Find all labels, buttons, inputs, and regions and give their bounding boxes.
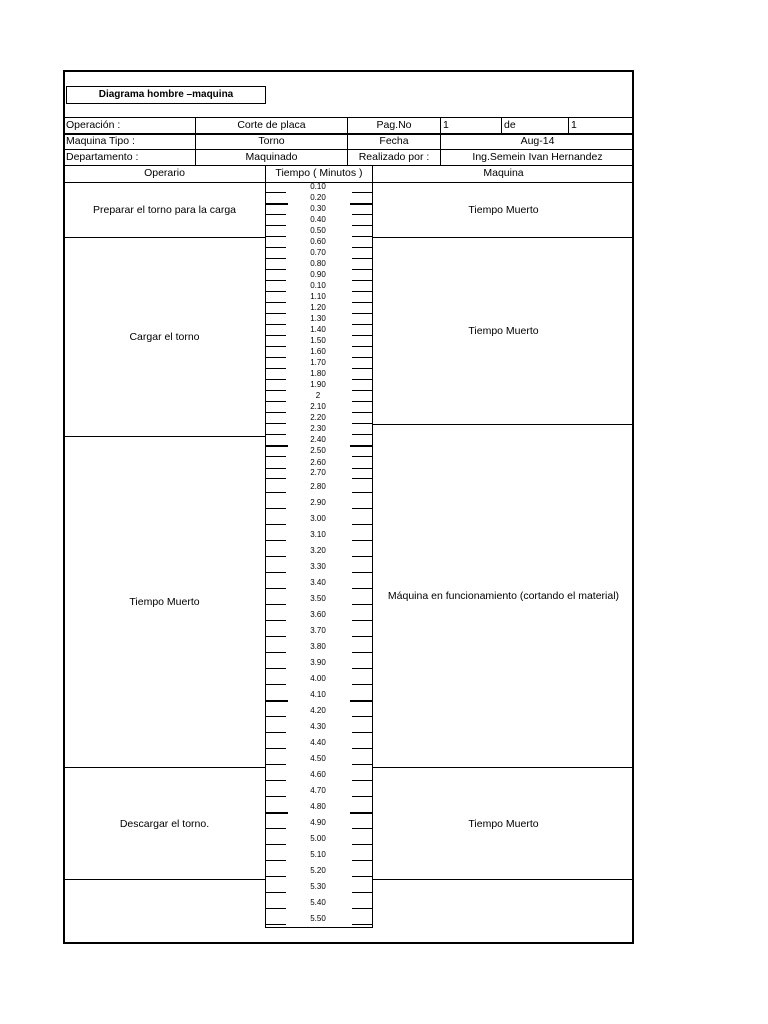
time-tick-mark xyxy=(266,748,286,749)
fecha-value: Aug-14 xyxy=(520,135,555,147)
time-tick-mark xyxy=(352,588,372,589)
time-tick-mark xyxy=(266,604,286,605)
time-tick-mark xyxy=(266,423,286,424)
time-tick-mark xyxy=(352,214,372,215)
time-tick-mark xyxy=(352,540,372,541)
time-tick-mark xyxy=(266,764,286,765)
header-divider xyxy=(568,117,569,133)
time-tick-label: 1.20 xyxy=(310,303,326,312)
time-tick-mark xyxy=(266,324,286,325)
time-tick-label: 3.20 xyxy=(310,546,326,555)
time-tick-mark xyxy=(266,357,286,358)
time-tick-mark xyxy=(352,456,372,457)
time-tick-mark xyxy=(352,324,372,325)
time-tick-mark xyxy=(266,225,286,226)
time-tick-mark xyxy=(352,478,372,479)
time-tick-label: 4.40 xyxy=(310,738,326,747)
time-tick-label: 0.10 xyxy=(310,281,326,290)
time-tick-label: 2 xyxy=(315,391,321,400)
time-tick-mark xyxy=(352,357,372,358)
maquina-step: Máquina en funcionamiento (cortando el material) xyxy=(387,590,620,602)
time-tick-label: 0.90 xyxy=(310,270,326,279)
time-tick-mark xyxy=(266,192,286,193)
time-tick-label: 1.50 xyxy=(310,336,326,345)
time-tick-mark xyxy=(352,225,372,226)
time-tick-mark xyxy=(352,313,372,314)
time-tick-mark xyxy=(266,478,286,479)
time-tick-label: 5.40 xyxy=(310,898,326,907)
time-tick-mark xyxy=(266,668,286,669)
realizado-label: Realizado por : xyxy=(358,151,430,163)
time-tick-label: 4.90 xyxy=(310,818,326,827)
document-title: Diagrama hombre –maquina xyxy=(66,86,266,104)
time-tick-mark xyxy=(352,620,372,621)
time-tick-mark xyxy=(352,492,372,493)
time-tick-mark xyxy=(352,192,372,193)
time-tick-mark xyxy=(266,620,286,621)
maquina-row-line xyxy=(373,879,634,880)
time-tick-label: 4.60 xyxy=(310,770,326,779)
time-tick-mark xyxy=(266,390,286,391)
time-tick-mark xyxy=(352,556,372,557)
operacion-value: Corte de placa xyxy=(237,119,306,131)
time-tick-label: 5.50 xyxy=(310,914,326,923)
time-tick-label: 2.80 xyxy=(310,482,326,491)
time-tick-mark xyxy=(266,412,286,413)
time-tick-label: 4.30 xyxy=(310,722,326,731)
time-tick-mark xyxy=(266,684,286,685)
time-tick-mark xyxy=(266,876,286,877)
time-tick-mark xyxy=(266,844,286,845)
time-tick-mark xyxy=(266,716,286,717)
time-tick-label: 4.70 xyxy=(310,786,326,795)
maquina-tipo-label: Maquina Tipo : xyxy=(66,135,135,147)
time-tick-mark xyxy=(266,346,286,347)
time-tick-label: 0.70 xyxy=(310,248,326,257)
time-tick-mark xyxy=(352,346,372,347)
time-tick-label: 3.80 xyxy=(310,642,326,651)
time-tick-mark xyxy=(352,468,372,469)
time-tick-label: 3.40 xyxy=(310,578,326,587)
time-tick-label: 1.90 xyxy=(310,380,326,389)
time-tick-label: 2.70 xyxy=(310,468,326,477)
time-tick-mark xyxy=(352,280,372,281)
time-tick-mark xyxy=(266,700,288,702)
time-tick-mark xyxy=(352,412,372,413)
time-tick-label: 3.30 xyxy=(310,562,326,571)
time-tick-label: 3.10 xyxy=(310,530,326,539)
time-tick-mark xyxy=(266,636,286,637)
time-tick-mark xyxy=(266,280,286,281)
time-tick-mark xyxy=(266,291,286,292)
time-tick-mark xyxy=(266,732,286,733)
time-tick-mark xyxy=(266,236,286,237)
time-tick-mark xyxy=(352,892,372,893)
maquina-tipo-value: Torno xyxy=(258,135,285,147)
time-tick-mark xyxy=(352,748,372,749)
time-tick-label: 4.00 xyxy=(310,674,326,683)
time-tick-label: 5.10 xyxy=(310,850,326,859)
operario-step: Preparar el torno para la carga xyxy=(93,204,236,216)
departamento-label: Departamento : xyxy=(66,151,139,163)
time-tick-label: 5.00 xyxy=(310,834,326,843)
page-number: 1 xyxy=(443,119,449,131)
time-tick-label: 1.60 xyxy=(310,347,326,356)
time-tick-mark xyxy=(352,732,372,733)
time-tick-mark xyxy=(352,716,372,717)
time-tick-mark xyxy=(266,368,286,369)
time-tick-mark xyxy=(350,812,372,814)
time-tick-mark xyxy=(350,700,372,702)
time-tick-mark xyxy=(266,588,286,589)
time-tick-mark xyxy=(352,652,372,653)
time-tick-mark xyxy=(352,291,372,292)
time-tick-mark xyxy=(266,780,286,781)
time-tick-mark xyxy=(352,434,372,435)
time-tick-label: 5.30 xyxy=(310,882,326,891)
time-tick-label: 0.10 xyxy=(310,182,326,191)
time-tick-mark xyxy=(266,796,286,797)
time-tick-mark xyxy=(266,401,286,402)
realizado-value: Ing.Semein Ivan Hernandez xyxy=(472,151,603,163)
time-column-bottom xyxy=(265,927,373,928)
time-tick-label: 3.90 xyxy=(310,658,326,667)
time-tick-label: 3.70 xyxy=(310,626,326,635)
time-tick-mark xyxy=(266,508,286,509)
time-tick-mark xyxy=(266,812,288,814)
time-tick-mark xyxy=(352,908,372,909)
time-tick-mark xyxy=(266,492,286,493)
time-tick-mark xyxy=(266,203,288,205)
time-tick-mark xyxy=(352,876,372,877)
header-divider xyxy=(501,117,502,133)
time-tick-mark xyxy=(266,860,286,861)
time-tick-label: 4.20 xyxy=(310,706,326,715)
operario-step: Descargar el torno. xyxy=(119,817,210,830)
time-tick-label: 0.80 xyxy=(310,259,326,268)
time-tick-mark xyxy=(352,302,372,303)
time-tick-label: 1.80 xyxy=(310,369,326,378)
time-tick-mark xyxy=(266,456,286,457)
time-tick-mark xyxy=(266,269,286,270)
time-tick-mark xyxy=(266,572,286,573)
column-maquina: Maquina xyxy=(483,167,524,179)
time-tick-mark xyxy=(352,269,372,270)
time-tick-mark xyxy=(266,214,286,215)
time-tick-mark xyxy=(266,828,286,829)
de-label: de xyxy=(504,119,516,131)
time-tick-mark xyxy=(266,379,286,380)
time-tick-label: 3.00 xyxy=(310,514,326,523)
time-tick-label: 2.50 xyxy=(310,446,326,455)
departamento-value: Maquinado xyxy=(245,151,298,163)
operario-step: Cargar el torno xyxy=(129,331,200,343)
time-tick-mark xyxy=(352,335,372,336)
fecha-label: Fecha xyxy=(379,135,409,147)
time-tick-mark xyxy=(266,524,286,525)
time-tick-mark xyxy=(352,572,372,573)
time-tick-mark xyxy=(352,236,372,237)
time-tick-mark xyxy=(266,258,286,259)
time-tick-label: 0.60 xyxy=(310,237,326,246)
time-tick-label: 2.30 xyxy=(310,424,326,433)
time-tick-mark xyxy=(350,203,372,205)
time-tick-mark xyxy=(352,796,372,797)
time-tick-mark xyxy=(352,668,372,669)
time-tick-mark xyxy=(266,445,288,447)
time-tick-label: 1.70 xyxy=(310,358,326,367)
time-tick-mark xyxy=(266,908,286,909)
time-tick-mark xyxy=(352,780,372,781)
time-tick-label: 3.60 xyxy=(310,610,326,619)
time-tick-label: 2.90 xyxy=(310,498,326,507)
time-tick-label: 5.20 xyxy=(310,866,326,875)
time-tick-mark xyxy=(352,524,372,525)
pagno-label: Pag.No xyxy=(376,119,412,131)
time-tick-mark xyxy=(266,468,286,469)
time-tick-mark xyxy=(266,302,286,303)
maquina-step: Tiempo Muerto xyxy=(468,325,539,337)
time-tick-label: 4.50 xyxy=(310,754,326,763)
maquina-step: Tiempo Muerto xyxy=(468,817,539,830)
time-tick-label: 2.40 xyxy=(310,435,326,444)
time-tick-label: 2.20 xyxy=(310,413,326,422)
time-tick-label: 1.40 xyxy=(310,325,326,334)
time-tick-label: 0.20 xyxy=(310,193,326,202)
time-tick-label: 0.50 xyxy=(310,226,326,235)
time-tick-mark xyxy=(352,828,372,829)
time-tick-mark xyxy=(352,604,372,605)
operario-step: Tiempo Muerto xyxy=(129,596,200,608)
time-tick-mark xyxy=(266,313,286,314)
time-tick-mark xyxy=(352,924,372,925)
time-tick-mark xyxy=(352,390,372,391)
page-total: 1 xyxy=(571,119,577,131)
time-tick-mark xyxy=(352,258,372,259)
time-tick-mark xyxy=(266,652,286,653)
column-operario: Operario xyxy=(144,167,185,179)
time-tick-mark xyxy=(266,924,286,925)
time-tick-mark xyxy=(266,556,286,557)
time-tick-mark xyxy=(266,892,286,893)
time-tick-label: 1.10 xyxy=(310,292,326,301)
maquina-step: Tiempo Muerto xyxy=(468,204,539,216)
time-tick-label: 1.30 xyxy=(310,314,326,323)
time-tick-label: 2.10 xyxy=(310,402,326,411)
time-tick-mark xyxy=(266,247,286,248)
time-tick-label: 0.30 xyxy=(310,204,326,213)
time-tick-mark xyxy=(352,247,372,248)
time-tick-label: 0.40 xyxy=(310,215,326,224)
time-tick-mark xyxy=(352,844,372,845)
time-tick-mark xyxy=(352,379,372,380)
time-tick-mark xyxy=(352,636,372,637)
time-tick-mark xyxy=(350,445,372,447)
time-tick-label: 2.60 xyxy=(310,458,326,467)
time-tick-mark xyxy=(352,401,372,402)
time-tick-mark xyxy=(352,368,372,369)
time-tick-mark xyxy=(266,335,286,336)
time-tick-mark xyxy=(352,860,372,861)
time-tick-mark xyxy=(352,508,372,509)
operario-row-line xyxy=(63,879,265,880)
operacion-label: Operación : xyxy=(66,119,121,131)
time-tick-mark xyxy=(352,684,372,685)
time-tick-mark xyxy=(266,540,286,541)
time-tick-label: 4.80 xyxy=(310,802,326,811)
time-tick-mark xyxy=(352,423,372,424)
time-tick-label: 3.50 xyxy=(310,594,326,603)
column-tiempo: Tiempo ( Minutos ) xyxy=(275,167,363,179)
time-tick-mark xyxy=(352,764,372,765)
time-tick-mark xyxy=(266,434,286,435)
time-tick-label: 4.10 xyxy=(310,690,326,699)
